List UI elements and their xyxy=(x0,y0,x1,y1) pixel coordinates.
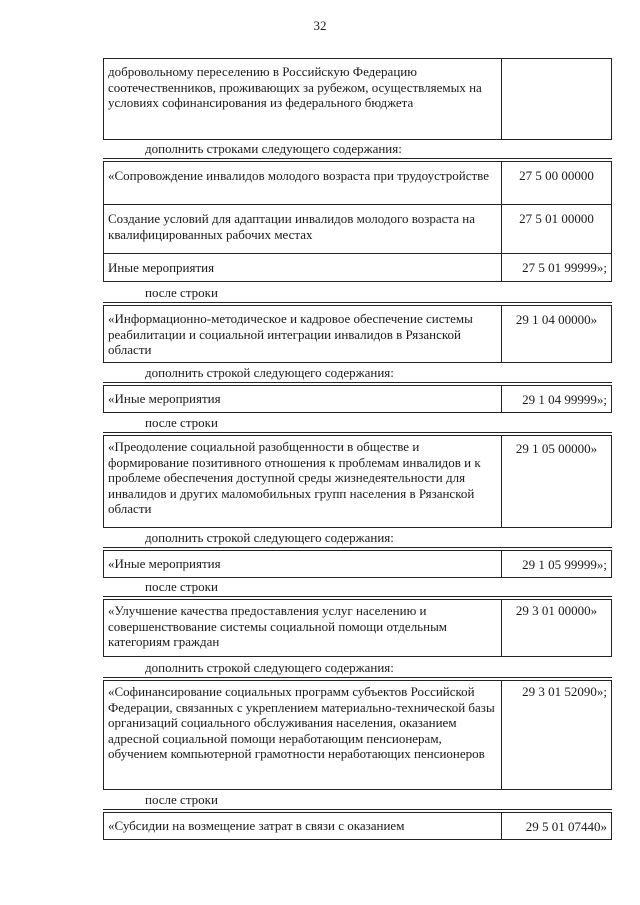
divider xyxy=(103,302,612,303)
table-block-1 xyxy=(103,58,612,140)
table-block-6 xyxy=(103,550,612,578)
row-code: 29 5 01 07440» xyxy=(525,819,607,834)
page-number: 32 xyxy=(313,18,327,33)
row-code: 29 1 04 00000» xyxy=(515,312,598,327)
row-description: «Сопровождение инвалидов молодого возраста при трудоустройстве xyxy=(104,162,502,204)
table-block-7 xyxy=(103,599,612,657)
table-block-5 xyxy=(103,435,612,528)
row-code: 29 3 01 00000» xyxy=(515,603,598,618)
table-row xyxy=(103,305,612,363)
row-description: Создание условий для адаптации инвалидов молодого возраста на квалифицированных рабочих местах xyxy=(104,205,502,253)
table-row xyxy=(103,58,612,140)
instruction-text: дополнить строкой следующего содержания: xyxy=(145,530,394,545)
table-block-9 xyxy=(103,812,612,840)
table-row xyxy=(103,385,612,413)
table-block-3 xyxy=(103,305,612,363)
row-code: 29 3 01 52090»; xyxy=(522,684,607,699)
row-description: «Субсидии на возмещение затрат в связи с оказанием xyxy=(104,813,502,839)
table-block-4 xyxy=(103,385,612,413)
row-code xyxy=(502,59,611,139)
divider xyxy=(103,382,612,383)
row-description: добровольному переселению в Российскую Федерацию соотечественников, проживающих за рубежом, осуществляемых на условиях софинансирования из федерального бюджета xyxy=(104,59,502,139)
row-description: «Информационно-методическое и кадровое обеспечение системы реабилитации и социальной интеграции инвалидов в Рязанской области xyxy=(104,306,502,362)
table-row xyxy=(103,680,612,790)
row-description: «Софинансирование социальных программ субъектов Российской Федерации, связанных с укреплением материально-технической базы организаций социального обслуживания населения, оказанием адресной социальной помощи неработающим пенсионерам, обучением компьютерной грамотности неработающих пенсионеров xyxy=(104,681,502,789)
table-row xyxy=(103,254,612,282)
row-description: «Улучшение качества предоставления услуг населению и совершенствование системы социальной помощи отдельным категориям граждан xyxy=(104,600,502,656)
table-block-2 xyxy=(103,161,612,282)
row-description: «Иные мероприятия xyxy=(104,386,502,412)
divider xyxy=(103,596,612,597)
row-code: 27 5 00 00000 xyxy=(519,168,594,183)
instruction-text: дополнить строкой следующего содержания: xyxy=(145,660,394,675)
table-row xyxy=(103,205,612,254)
table-block-8 xyxy=(103,680,612,790)
instruction-text: после строки xyxy=(145,792,218,807)
divider xyxy=(103,677,612,678)
table-row xyxy=(103,161,612,205)
divider xyxy=(103,809,612,810)
row-code: 27 5 01 99999»; xyxy=(522,260,607,275)
row-description: «Иные мероприятия xyxy=(104,551,502,577)
row-code: 29 1 05 00000» xyxy=(515,441,598,456)
table-row xyxy=(103,550,612,578)
table-row xyxy=(103,435,612,528)
table-row xyxy=(103,599,612,657)
table-row xyxy=(103,812,612,840)
row-description: «Преодоление социальной разобщенности в обществе и формирование позитивного отношения к проблемам инвалидов и к проблеме обеспечения доступной среды жизнедеятельности для инвалидов и других маломобильных групп населения в Рязанской области xyxy=(104,436,502,527)
divider xyxy=(103,158,612,159)
instruction-text: дополнить строками следующего содержания: xyxy=(145,141,402,156)
instruction-text: дополнить строкой следующего содержания: xyxy=(145,365,394,380)
instruction-text: после строки xyxy=(145,579,218,594)
row-description: Иные мероприятия xyxy=(104,254,502,281)
row-code: 29 1 04 99999»; xyxy=(522,392,607,407)
row-code: 27 5 01 00000 xyxy=(519,211,594,226)
row-code: 29 1 05 99999»; xyxy=(522,557,607,572)
divider xyxy=(103,432,612,433)
instruction-text: после строки xyxy=(145,285,218,300)
instruction-text: после строки xyxy=(145,415,218,430)
divider xyxy=(103,547,612,548)
